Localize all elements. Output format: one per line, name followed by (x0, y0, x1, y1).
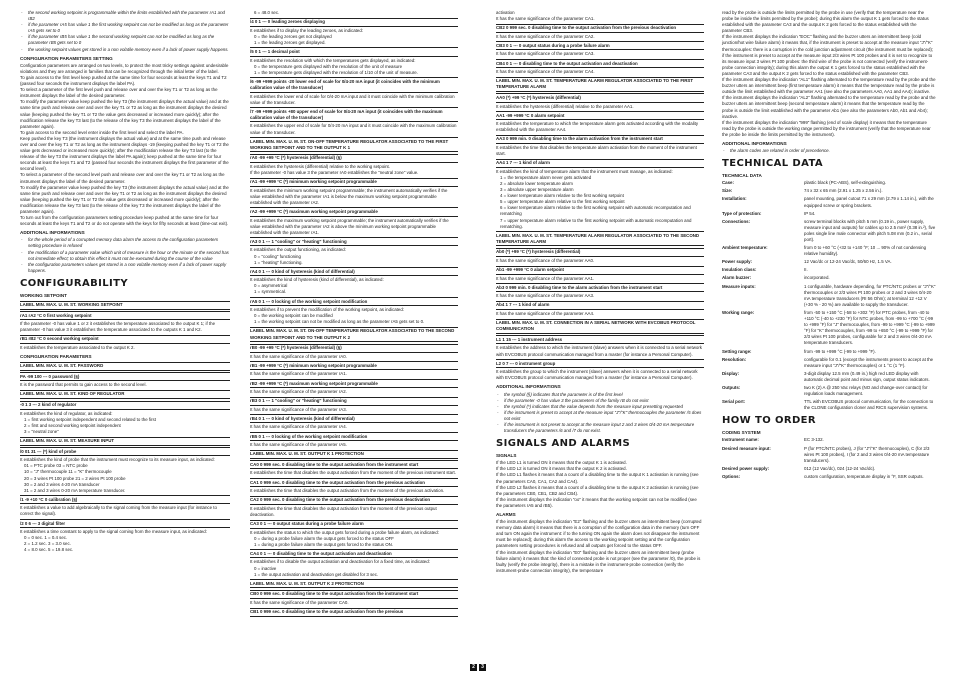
parameter-row: LABEL MIN. MAX. U. M. ST. OUTPUT K 1 PROTECTION (250, 450, 458, 459)
tech-data-key: Outputs: (722, 384, 741, 390)
parameter-row: CB2 0 999 sec. 0 disabling time to the output activation from the previous deactivation (496, 24, 704, 33)
paragraph: If the instrument displays the indication "AL2" flashing alternated to the temperature read by the probe and the buzzer utters an intermittent beep (second temperature alarm) it means that the temperature read by the probe is outside the limit established with the parameter Ab1 (see also the parameters Ab0, Ab1 and Ab4); inactive. (722, 95, 936, 119)
paragraph: It establishes the status to which the output gets forced during a probe failure alarm, as indicated: (250, 529, 439, 535)
parameter-row: CB1 0 999 sec. 0 disabling time to the output activation from the previous (250, 608, 458, 617)
parameter-row: CA0 0 999 sec. 0 disabling time to the output activation from the instrument start (250, 460, 458, 469)
option-item: 2 = first and second working setpoint independent (24, 422, 121, 428)
option-item: 0 = during a probe failure alarm the output gets forced to the status OFF (254, 535, 394, 541)
tech-data-row (722, 349, 936, 355)
paragraph: If the instrument displays the indication "E2" flashing and the buzzer utters an intermittent beep (corrupted memory data alarm) it means that there is a corruption of the configuration data in the memory (turn OFF and turn ON again the instrument: if to the turning ON again the alarm does not disappear the instrument must be replaced); during this alarm the access to the working setpoint setting and the configuration parameters setting procedures is refused and all outputs get forced to the status OFF. (496, 519, 702, 549)
option-item: 3 = absolute upper temperature alarm (500, 187, 574, 193)
parameter-row: LABEL MIN. MAX. U. M. ST. TEMPERATURE ALARM REGULATOR ASSOCIATED TO THE SECOND TEMPERATURE ALARM (496, 231, 704, 246)
tech-data-value: screw terminal blocks with pitch 5 mm (0.19 in., power supply, measure input and outputs) for cables up to 2.5 mm² (0.38 in.²), five poles single line male connector with pitch 5.08 mm (0.2 in., serial port). (804, 218, 936, 242)
tech-data-row (722, 211, 936, 217)
parameter-row: rA5 0 1 --- 0 locking of the working setpoint modification (250, 297, 458, 306)
parameter-row: rA0 -99 +99 °C (*) hysteresis (differential) (§) (250, 154, 458, 163)
column-1 (20, 10, 230, 554)
tech-data-value: plastic black (PC-ABS), self-extinguishing. (804, 180, 886, 186)
paragraph: If the LED L2 flashes it means that a count of a disabling time to the output K 2 activation is running (see the parameters CB0, CB1, CB2 and CB4). (496, 484, 699, 496)
bullet-item: - the symbol (§) indicates that the parameter is of the first level (496, 392, 704, 398)
bullet-item: - the alarm codes are related in order of precedence. (722, 148, 936, 154)
option-item: 1 = the leading zeroes get displayed. (254, 39, 326, 45)
option-item: 1 = the temperature gets displayed with the resolution of 1/10 of the unit of measure. (254, 69, 418, 75)
parameter-row: /1 -9 +10 °C 0 calibration (§) (20, 495, 230, 504)
parameter-row: CB4 0 1 --- 0 disabling time to the output activation and deactivation (496, 59, 704, 68)
option-item: 10 = "J" thermocouple 11 = "K" thermocouple (24, 469, 112, 475)
paragraph: Keep pushed the key T3 (the instrument displays the actual value) and at the same time push and release over and over the key T1 or T2 as long as the instrument displays -19 (keeping pushed the key T1 or T2 the value gets decreased or increased more quickly); after the modification release the key T3 last (to the release of the key T3 the instrument displays the label PA again); keep pushed at the same time for four seconds at least the keys T1 and T2 (passed four seconds the instrument displays the first parameter of the second level). (20, 135, 229, 172)
section-heading: SIGNALS AND ALARMS (496, 438, 631, 450)
tech-data-row (722, 310, 936, 347)
column-3 (496, 10, 704, 574)
parameter-row: CB3 0 1 --- 0 output status during a probe failure alarm (496, 41, 704, 50)
parameter-row: rA1 rA2 °C 0 first working setpoint (20, 311, 230, 320)
parameter-row: /0 01 31 --- (*) kind of probe (20, 447, 230, 456)
tech-data-row (722, 371, 936, 383)
parameter-row: L1 1 15 --- 1 instrument address (496, 335, 704, 344)
paragraph: To gain access to the first level keep pushed at the same time for four seconds at least the keys T1 and T2 (passed four seconds the instrument displays the label PA). (20, 74, 227, 87)
paragraph: It establishes the resolution with which the temperatures gets displayed, as indicated: (250, 57, 416, 63)
paragraph: To modify the parameter value keep pushed the key T3 (the instrument displays the actual value) and at the same time push and release over and over the key T1 or T2 as long as the instrument displays the desired value (keeping pushed the key T1 or T2 the value gets decreased or increased more quickly); after the modification release the key T3 last (to the release of the key T3 the instrument displays the label of the parameter again). (20, 99, 229, 129)
parameter-row: AA3 0 999 min. 0 disabling time to the alarm activation from the instrument start (496, 135, 704, 144)
parameter-row: CA3 0 1 --- 0 output status during a probe failure alarm (250, 520, 458, 529)
tech-data-key: Setting range: (722, 348, 752, 354)
paragraph: It establishes the lower end of scale for 0/4-20 mA input and it must coincide with the minimum calibration value of the transducer. (250, 93, 455, 105)
parameter-row: Ab4 1 7 --- 1 kind of alarm (496, 301, 704, 310)
option-item: 30 = 2 and 3 wires 4-20 mA transducer (24, 481, 100, 487)
tech-data-row (722, 275, 936, 281)
tech-data-row (722, 267, 936, 273)
parameter-row: LABEL MIN. MAX. U. M. ST. PASSWORD (20, 362, 230, 371)
parameter-row: rB5 0 1 --- 0 locking of the working setpoint modification (250, 432, 458, 441)
tech-data-value: II. (804, 267, 808, 273)
tech-data-value: 3-digit display 12.5 mm (0.49 in.) high red LED display with automatic decimal point and minus sign, output status indicators. (804, 370, 930, 382)
tech-data-row (722, 284, 936, 308)
tech-data-row (722, 188, 936, 194)
tech-data-value: 012 (12 Vac/dc), 024 (12-24 Vac/dc). (804, 465, 876, 471)
option-item: 6 = lower temperature alarm relative to the first working setpoint with automatic recomputation and rematching (500, 205, 691, 217)
paragraph: To gain access to the second level enter inside the first level and select the label PA. (20, 129, 184, 135)
option-item: 1 = "heating" functioning. (254, 259, 303, 265)
tech-data-key: Type of protection: (722, 210, 762, 216)
parameter-row: rB4 0 1 --- 0 kind of hysteresis (kind of differential) (250, 414, 458, 423)
tech-data-key: Connections: (722, 218, 751, 224)
option-item: 31 = 2 and 3 wires 0-20 mA temperature transducer. (24, 487, 126, 493)
parameter-row: LABEL MIN. MAX. U. M. ST. ON-OFF TEMPERATURE REGULATOR ASSOCIATED TO THE SECOND WORKING SETPOINT AND TO THE OUTPUT K 2 (250, 327, 458, 342)
paragraph: activation (496, 10, 515, 15)
option-item: 2 = 1.2 sec. 3 = 3.0 sec. (24, 541, 71, 547)
paragraph: If the instrument displays the indication "EOC" flashing and the buzzer utters an intermittent beep (cold junction/hot wire failure alarm) it means that, if the instrument is preset to accept at the measure input "J"/"K" thermocouples: there is a corruption in the cold junction adjustment circuit (the instrument must be replaced); if the instrument is preset to accept at the measure input 2/3 wires Pt 100 probes and it is set to recognize to its measure input 3 wires Pt 100 probes: the third wire of the probe is not connected (verify the instrument-probe connection integrity); during this alarm the output K 1 gets forced to the status established with the parameter CA3 and the output K 2 gets forced to the status established with the parameter CB3. (722, 34, 934, 76)
option-item: 4 = lower temperature alarm relative to the first working setpoint (500, 193, 624, 199)
bullet-item: - for the whole period of a corrupted memory data alarm the access to the configuration parameters setting procedure is refused (20, 237, 230, 249)
column-4 (722, 10, 936, 482)
tech-data-row (722, 219, 936, 243)
section-heading: TECHNICAL DATA (722, 158, 824, 170)
option-item: 6 = 48.0 sec. (254, 10, 280, 15)
paragraph: It establishes the time that disables the output activation from the moment of the previous output deactivation. (250, 505, 437, 517)
paragraph: If the instrument displays the indication "E0" flashing and the buzzer utters an intermittent beep (probe failure alarm) it means that: the kind of connected probe is not proper (see the parameter /0), the probe is faulty (verify the probe integrity), there is a mistake in the instrument-probe connection (verify the instrument-probe connection integrity), the temperature (496, 549, 701, 573)
paragraph: It has the same significance of the parameter CA2. (496, 33, 595, 39)
option-item: 0 = inactive (254, 565, 277, 571)
option-item: 1 = the working setpoint can not be modified as long as the parameter rA5 gets set to 0. (254, 319, 425, 325)
paragraph: It establishes if to prevent the modification of the working setpoint, as indicated: (250, 307, 405, 313)
tech-data-value: configurable for 0.1 (except the instruments preset to accept at the measure input "J"/"K" thermocouples) or 1 °C (1 °F). (804, 356, 934, 368)
paragraph: If the parameter -0 has value 3 the parameter rA0 establishes the "neutral zone" value. (250, 169, 419, 175)
bullet-item: - if the parameter rA5 has value 1 the first working setpoint can not be modified as long as the parameter rA5 gets set to 0 (20, 22, 230, 34)
paragraph: It has the same significance of the parameter AA1. (496, 275, 595, 281)
subsection-heading: CONFIGURATION PARAMETERS SETTING (20, 55, 113, 61)
paragraph: It has the same significance of the parameter rA3. (250, 406, 347, 412)
section-heading: HOW TO ORDER (722, 415, 817, 427)
tech-data-key: Working range: (722, 309, 755, 315)
parameter-row: /7 -99 +999 points +80 upper end of scale for 0/4-20 mA input (it coincides with the maximum calibration value of the transducer) (250, 107, 458, 122)
paragraph: It has the same significance of the parameter AA0. (496, 258, 595, 263)
tech-data-value: from -50 to +150 °C (-58 to +302 °F) for PTC probes, from -40 to +110 °C (-40 to +230 °F) for NTC probes, from -99 to +700 °C (-99 to +999 °F) for "J" thermocouples, from -99 to +999 °C (-99 to +999 °F) for "K" thermocouples, from -99 to +650 °C (-99 to +999 °F) for 2/3 wires Pt 100 probes, configurable for 2 and 3 wires 0/4-20 mA temperature transducers. (804, 309, 935, 346)
tech-data-key: Insulation class: (722, 267, 757, 273)
option-item: 4 = 8.0 sec. 5 = 19.8 sec. (24, 547, 74, 553)
paragraph: It establishes the kind of hysteresis (kind of differential), as indicated: (250, 277, 384, 283)
bullet-item: - if the parameter -0 has value 3 the parameters of the family rB do not exist (496, 398, 704, 404)
parameter-row: /4 0 1 --- 0 leading zeroes displaying (250, 18, 458, 27)
paragraph: It has the same significance of the parameter CA1. (496, 16, 595, 22)
parameter-row: rB0 -99 +99 °C (*) hysteresis (differential) (§) (250, 344, 458, 353)
tech-data-value: TTL with EVCOBUS protocol communication, for the connection to the CLONE configuration cloner and RICS supervision systems. (804, 399, 934, 411)
column-2 (250, 10, 458, 618)
parameter-row: rB1 -99 +999 °C (*) minimum working setpoint programmable (250, 361, 458, 370)
option-item: 1 = first working setpoint independent and second related to the first (24, 416, 156, 422)
tech-data-key: Size: (722, 188, 733, 194)
parameter-row: Ab0 (*) +99 °C (*) hysteresis (differential) (496, 248, 704, 257)
parameter-row: CA1 0 999 sec. 0 disabling time to the output activation from the previous activation (250, 478, 458, 487)
paragraph: If the instrument displays the indication "999" flashing (end of scale display) it means that the temperature read by the probe is outside the working range permitted by the instrument (verify that the temperature near the probe be inside the limits permitted by the instrument). (722, 119, 931, 137)
paragraph: To select a parameter of the first level push and release over and over the key T1 or T2 as long as the instrument displays the label of the desired parameter. (20, 87, 218, 99)
paragraph: If the LED L2 is turned ON it means that the output K 2 is activated. (496, 466, 627, 472)
tech-data-key: Options: (722, 473, 741, 479)
option-item: 2 = absolute lower temperature alarm (500, 180, 573, 186)
parameter-row: PA -99 100 --- 0 password (§) (20, 372, 230, 381)
bullet-item: - the symbol (*) indicates that the value depends from the measure input presetting requested (496, 404, 704, 410)
parameter-row: LABEL MIN. MAX. U. M. ST. KIND OF REGULATOR (20, 390, 230, 399)
subsection-heading: CODING SYSTEM (722, 430, 761, 436)
tech-data-key: Installation: (722, 196, 747, 202)
tech-data-value: two K (2) A @ 250 Vac relays (NO and change-over contact) for regulation loads management. (804, 384, 928, 397)
option-item: 1 = the output activation and deactivation get disabled for 3 sec. (254, 571, 379, 577)
tech-data-key: Desired power supply: (722, 465, 770, 471)
bullet-item: - the working setpoint values get stored in a non volatile memory even if a lack of power supply happens. (20, 47, 230, 53)
tech-data-value: 74 x 32 x 65 mm (2.91 x 1.25 x 2.56 in.). (804, 188, 883, 194)
subsection-heading: SIGNALS (496, 453, 517, 459)
paragraph: It establishes the time that disables the output activation from the moment of the previous instrument start. (250, 470, 456, 476)
parameter-row: LABEL MIN. MAX. U. M. ST. CONNECTION IN A SERIAL NETWORK WITH EVCOBUS PROTOCOL COMMUNICATION (496, 319, 704, 334)
bullet-item: - the configuration parameters values get stored in a non volatile memory even if a lack of power supply happens. (20, 262, 230, 274)
paragraph: If the LED L1 flashes it means that a count of a disabling time to the output K 1 activation is running (see the parameters CA0, CA1, CA2 and CA4). (496, 472, 699, 484)
option-item: 20 = 3 wires Pt 100 probe 21 = 2 wires Pt 100 probe (24, 475, 126, 481)
tech-data-key: Resolution: (722, 356, 747, 362)
paragraph: It has the same significance of the parameter rA4. (250, 424, 347, 430)
tech-data-row (722, 357, 936, 369)
tech-data-row (722, 385, 936, 397)
paragraph: It establishes a time constant to apply to the signal coming from the measure input, as indicated: (20, 529, 207, 535)
paragraph: To modify the parameter value keep pushed the key T3 (the instrument displays the actual value) and at the same time push and release over and over the key T1 or T2 as long as the instrument displays the desired value (keeping pushed the key T1 or T2 the value gets decreased or increased more quickly); after the modification release the key T3 last (to the release of the key T3 the instrument displays the label of the parameter again). (20, 184, 229, 214)
option-item: 1 = the temperature alarm never gets activated (500, 174, 592, 180)
parameter-row: rB3 0 1 --- 1 "cooling" or "heating" functioning (250, 397, 458, 406)
parameter-row: LABEL MIN. MAX. U. M. ST. ON-OFF TEMPERATURE REGULATOR ASSOCIATED TO THE FIRST WORKING SETPOINT AND TO THE OUTPUT K 1 (250, 137, 458, 152)
parameter-row: LABEL MIN. MAX. U. M. ST. TEMPERATURE ALARM REGULATOR ASSOCIATED TO THE FIRST TEMPERATURE ALARM (496, 77, 704, 92)
tech-data-value: from 0 to +60 °C (+32 to +140 °F; 10 ... 90% of not condensing relative humidity). (804, 245, 927, 257)
parameter-row: CA2 0 999 sec. 0 disabling time to the output activation from the previous deactivation (250, 496, 458, 505)
paragraph: If the parameter -0 has value 1 or 2 it establishes the temperature associated to the output K 1; if the parameter -0 has value 3 it establishes the temperature associated to the outputs K 1 and K2. (20, 321, 216, 333)
paragraph: It establishes the temperature to which the temperature alarm gets activated according with the modality established with the parameter AA4. (496, 121, 699, 133)
tech-data-row (722, 259, 936, 265)
option-item: 1 = during a probe failure alarm the output gets forced to the status ON. (254, 541, 393, 547)
tech-data-row (722, 399, 936, 411)
tech-data-key: Ambient temperature: (722, 245, 768, 251)
subsection-heading: ADDITIONAL INFORMATIONS (722, 140, 787, 146)
paragraph: Configuration parameters are arranged on two levels, to protect the most tricky settings against undesirable violations and they are arranged in families that can be recognized through the initial letter of the label. (20, 62, 229, 74)
tech-data-value: panel mounting, panel cutout 71 x 29 mm (2.79 x 1.14 in.), with the equipped screw or spring brackets. (804, 196, 934, 208)
parameter-row: LABEL MIN. MAX. U. M. ST. OUTPUT K 2 PROTECTION (250, 579, 458, 588)
parameter-row: rA3 0 1 --- 1 "cooling" or "heating" functioning (250, 237, 458, 246)
paragraph: If the LED L1 is turned ON it means that the output K 1 is activated. (496, 460, 627, 466)
option-item: 0 = "cooling" functioning (254, 253, 301, 259)
tech-data-key: Case: (722, 180, 734, 186)
subsection-heading: CONFIGURATION PARAMETERS (20, 354, 92, 360)
parameter-row: rB2 -99 +999 °C (*) maximum working setpoint programmable (250, 379, 458, 388)
paragraph: It establishes the hysteresis (differential) relative to the parameter AA1. (496, 103, 634, 109)
parameter-row: -0 1 3 --- 2 kind of regulator (20, 401, 230, 410)
bullet-item: - the second working setpoint is programmable within the limits established with the parameter rA1 and rB2 (20, 10, 230, 22)
parameter-row: L2 0 7 --- 0 instrument group (496, 359, 704, 368)
tech-data-row (722, 437, 936, 443)
option-item: 0 = asymmetrical (254, 283, 288, 289)
tech-data-row (722, 466, 936, 472)
tech-data-row (722, 196, 936, 208)
paragraph: It establishes the address to which the instrument (slave) answers when it is connected to a serial network with EVCOBUS protocol communication managed from a master (for instance a Personal Computer). (496, 345, 702, 357)
parameter-row: AA0 (*) +99 °C (*) hysteresis (differential) (496, 93, 704, 102)
parameter-row: AA1 -99 +999 °C 0 alarm setpoint (496, 111, 704, 120)
subsection-heading: ALARMS (496, 512, 516, 517)
paragraph: It establishes a value to add algebraically to the signal coming from the measure input (for instance to correct the signal). (20, 505, 217, 517)
tech-data-row (722, 180, 936, 186)
tech-data-key: Desired measure input: (722, 445, 771, 451)
section-heading: CONFIGURABILITY (20, 277, 129, 289)
tech-data-value: 1 configurable, hardware depending, for PTC/NTC probes or "J"/"K" thermocouples or 2/3 wires Pt 100 probes or 2 and 3 wires 0/4-20 mA temperature transducers (RI 56 Ohm); at terminal 12 +12 V (+30 % - 20 %) are available to supply the transducer. (804, 283, 936, 307)
paragraph: It establishes the hysteresis (differential) relative to the working setpoint. (250, 163, 391, 169)
bullet-item: - if the instrument is preset to accept at the measure input "J"/"K" thermocouples the parameter /5 does not exist (496, 410, 704, 422)
tech-data-value: P (for PTC/NTC probes), J (for "J"/"K" thermocouples), C (for 2/3 wires Pt 100 probes), I (for 2 and 3 wires 0/4-20 mA temperature transducers). (804, 445, 930, 463)
paragraph: It has the same significance of the parameter rA1. (250, 371, 347, 377)
option-item: 7 = upper temperature alarm relative to the first working setpoint with automatic recomputation and rematching. (500, 217, 692, 229)
paragraph: It has the same significance of the parameter CA4. (496, 69, 595, 75)
page-number-left: 2 (470, 664, 477, 671)
paragraph: It establishes the upper end of scale for 0/4-20 mA input and it must coincide with the maximum calibration value of the transducer. (250, 123, 457, 135)
paragraph: It has the same significance of the parameter AA3. (496, 293, 595, 299)
parameter-row: rA2 -99 +999 °C (*) maximum working setpoint programmable (250, 207, 458, 216)
paragraph: It establishes if to display the leading zeroes, as indicated: (250, 27, 364, 33)
paragraph: To select a parameter of the second level push and release over and over the key T1 or T2 as long as the instrument displays the label of the desired parameter. (20, 172, 225, 184)
paragraph: It has the same significance of the parameter AA4. (496, 311, 595, 317)
paragraph: It establishes the maximum working setpoint programmable; the instrument automatically verifies if the value established with the parameter rA2 is above the minimum working setpoint programmable established with the parameter rA1. (250, 217, 449, 235)
parameter-row: /6 -99 +999 points -20 lower end of scale for 0/4-20 mA input (it coincides with the minimum calibration value of the transducer) (250, 77, 458, 92)
tech-data-value: custom configuration, temperature display in °F, SSR outputs. (804, 473, 924, 479)
tech-data-row (722, 446, 936, 464)
paragraph: It establishes the kind of probe that the instrument must recognize to its measure input, as indicated: (20, 457, 215, 463)
tech-data-row (722, 474, 936, 480)
option-item: 0 = the working setpoint can be modified (254, 313, 333, 319)
tech-data-key: Measure inputs: (722, 283, 756, 289)
paragraph: read by the probe is outside the limits permitted by the probe in use (verify that the temperature near the probe be inside the limits permitted by the probe); during this alarm the output K 1 gets forced to the status established with the parameter CA3 and the output K 2 gets forced to the status established with the parameter CB3. (722, 10, 929, 34)
page-number-right: 3 (479, 664, 486, 671)
paragraph: It establishes the kind of regulator, as indicated: (20, 410, 113, 416)
parameter-row: CA4 0 1 --- 0 disabling time to the output activation and deactivation (250, 549, 458, 558)
tech-data-key: Serial port: (722, 399, 746, 405)
paragraph: It establishes the kind of temperature alarm that the instrument must manage, as indicated: (496, 168, 673, 174)
tech-data-key: Alarm buzzer: (722, 275, 752, 281)
paragraph: It establishes the minimum working setpoint programmable; the instrument automatically verifies if the value established with the parameter rA1 is below the maximum working setpoint programmable established with the parameter rA2. (250, 187, 448, 205)
paragraph: It has the same significance of the parameter rA5. (250, 442, 347, 448)
paragraph: It establishes the group to which the instrument (slave) answers when it is connected to a serial network with EVCOBUS protocol communication managed from a master (for instance a Personal Computer). (496, 369, 698, 381)
tech-data-key: Power supply: (722, 259, 753, 265)
parameter-row: rA4 0 1 --- 0 kind of hysteresis (kind of differential) (250, 267, 458, 276)
parameter-row: LABEL MIN. MAX. U. M. ST. MEASURE INPUT (20, 437, 230, 446)
paragraph: It has the same significance of the parameter rA2. (250, 389, 347, 395)
paragraph: It establishes the time that disables the output activation from the moment of the previous activation. (250, 488, 445, 494)
option-item: 3 = "neutral zone" (24, 428, 59, 434)
tech-data-key: Display: (722, 370, 740, 376)
paragraph: It establishes the time that disables the temperature alarm activation from the moment of the instrument start. (496, 145, 697, 157)
subsection-heading: WORKING SETPOINT (20, 292, 67, 298)
paragraph: It establishes the output functioning, as indicated: (250, 247, 346, 253)
tech-data-value: IP 54. (804, 210, 816, 216)
paragraph: If the instrument displays the indication "oo" it means that the working setpoint can not be modified (see the parameters rA5 and rB5). (496, 496, 697, 508)
paragraph: It establishes the temperature associated to the output K 2. (20, 345, 135, 350)
tech-data-value: EC 3-132. (804, 437, 824, 443)
paragraph: To turn out from the configuration parameters setting procedure keep pushed at the same time for four seconds at least the keys T1 and T2 or do not operate with the keys for fifty seconds at least (time-out exit). (20, 215, 229, 227)
parameter-row: CB0 0 999 sec. 0 disabling time to the output activation from the instrument start (250, 590, 458, 599)
option-item: 1 = symmetrical. (254, 289, 287, 295)
option-item: 0 = 0 sec. 1 = 0.4 sec. (24, 535, 68, 541)
paragraph: It has the same significance of the parameter rA0. (250, 353, 347, 359)
paragraph: It has the same significance of the parameter CA0. (250, 599, 349, 605)
parameter-row: Ab1 -99 +999 °C 0 alarm setpoint (496, 266, 704, 275)
paragraph: It has the same significance of the parameter CA3. (496, 51, 595, 57)
parameter-row: AA4 1 7 --- 1 kind of alarm (496, 159, 704, 168)
bullet-item: - the modification of a parameter value which unit of measure is the hour or the minute or the second has not immediate effect; to obtain this effect it must not be executed during the course of the value (20, 250, 230, 262)
option-item: 5 = upper temperature alarm relative to the first working setpoint (500, 199, 625, 205)
parameter-row: Ab3 0 999 min. 0 disabling time to the alarm activation from the instrument start (496, 283, 704, 292)
parameter-row: /5 0 1 --- 1 decimal point (250, 47, 458, 56)
tech-data-value: 12 Vac/dc or 12-24 Vac/dc, 50/60 Hz, 1.5 VA. (804, 259, 892, 265)
paragraph: It is the password that permits to gain access to the second level. (20, 382, 147, 388)
bullet-item: - if the parameter rB5 has value 1 the second working setpoint can not be modified as long as the parameter rB5 gets set to 0 (20, 34, 230, 46)
parameter-row: rB1 rB2 °C 0 second working setpoint (20, 335, 230, 344)
option-item: 0 = the leading zeroes get not displayed (254, 33, 332, 39)
parameter-row: LABEL MIN. MAX. U. M. ST. WORKING SETPOINT (20, 301, 230, 310)
option-item: 0 = the temperature gets displayed with the resolution of the unit of measure (254, 63, 403, 69)
tech-data-row (722, 245, 936, 257)
subsection-heading: ADDITIONAL INFORMATIONS (20, 230, 85, 236)
parameter-row: rA1 -99 +999 °C (*) minimum working setpoint programmable (250, 178, 458, 187)
parameter-row: /2 0 6 --- 3 digital filter (20, 519, 230, 528)
paragraph: It establishes if to disable the output activation and deactivation for a fixed time, as indicated: (250, 559, 430, 565)
option-item: 01 = PTC probe 03 = NTC probe (24, 463, 88, 469)
subsection-heading: TECHNICAL DATA (722, 173, 762, 179)
paragraph: If the instrument displays the indication "AL1" flashing alternated to the temperature read by the probe and the buzzer utters an intermittent beep (first temperature alarm) it means that the temperature read by the probe is outside the limit established with the parameter AA1 (see also the parameters AA0, AA1 and AA4); inactive. (722, 77, 936, 95)
subsection-heading: ADDITIONAL INFORMATIONS (496, 384, 561, 390)
tech-data-key: Instrument name: (722, 437, 759, 443)
bullet-item: - if the instrument is not preset to accept at the measure input 2 and 3 wires 0/4-20 mA temperature transducers the parameters /6 and /7 do not exist. (496, 422, 704, 434)
tech-data-value: incorporated. (804, 275, 830, 281)
tech-data-value: from -99 to +999 °C (-99 to +999 °F). (804, 348, 876, 354)
